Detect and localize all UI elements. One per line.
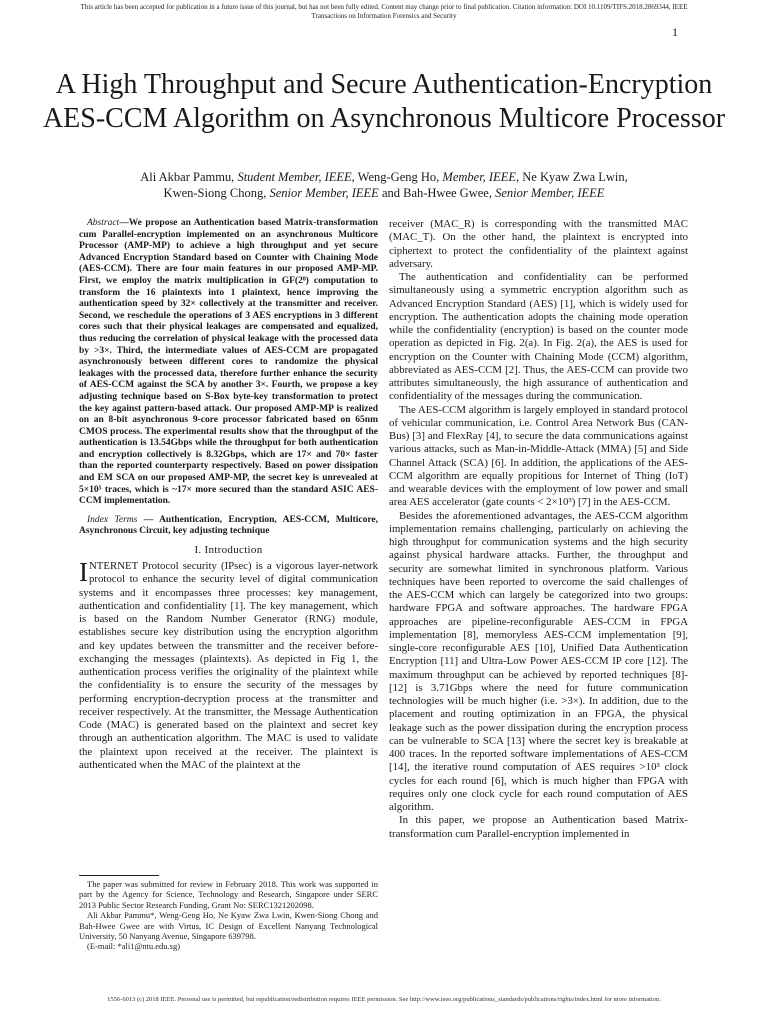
footnote-email: (E-mail: *ali1@ntu.edu.sg) <box>87 941 181 952</box>
author-membership: Member, IEEE <box>442 170 516 184</box>
body-paragraph: The authentication and confidentiality can be performed simultaneously using a symmetric encryption algorithm such as Advanced Encryption Standard (AES) [1], which is widely used for encryption. The authentication adopts the chaining mode operation while the confidentiality (encryption) is based on the counter mode operation as depicted in Fig. 2(a). In Fig. 2(a), the AES is used for encryption on the Counter with Chaining Mode (CCM) algorithm, abbreviated as AES-CCM [2]. Thus, the AES-CCM can provide two attributes simultaneously, the high assurance of authentication and confidentiality of the messages during the communication. <box>389 271 688 403</box>
abstract-lead: Abstract <box>87 218 120 228</box>
body-paragraph: receiver (MAC_R) is corresponding with the transmitted MAC (MAC_T). On the other hand, the plaintext is encrypted into ciphertext to protect the confidentiality of the plaintext against adversary. <box>389 218 688 270</box>
body-paragraph: Besides the aforementioned advantages, the AES-CCM algorithm implementation remains challenging, particularly on achieving the high throughput for communication systems and the high security against physical hardware attacks. Further, the throughput and security are somewhat limited in synchronous platform. Various techniques have been reported to overcome the said challenges of the AES-CCM which can largely be categorized into two groups: hardware FPGA and software approaches. The hardware FPGA approaches are pipeline-reconfigurable AES-CCM in FPGA implementation [8], memoryless AES-CCM implementation [9], single-core reconfigurable AES [10], Unified Data Authentication Encryption [11] and Ultra-Low Power AES-CCM IP core [12]. The maximum throughput can be achieved by reported techniques [8]-[12] is 3.71Gbps where the need for future communication technologies will be much higher (i.e. >3×). In addition, due to the placement and routing optimization in an FPGA, the physical leakage such as the power dissipation during the encryption process can be vulnerable to SCA [13] where the secret key is breakable at 400 traces. In the reported software implementations of AES-CCM [14], the iterative round computation of AES requires >10³ clock cycles for each round [6], which is much higher than FPGA with requires only one clock cycle for each round computation of AES algorithm. <box>389 509 688 813</box>
right-column <box>389 218 688 841</box>
author-membership: Senior Member, IEEE <box>495 186 605 200</box>
header-citation-line: This article has been accepted for publication in a future issue of this journal, but has not been fully edited. Content may change prior to final publication. Citation information: DOI 10.1109/TIFS.2018.2869344, IEEE <box>80 3 688 11</box>
author-name: Kwen-Siong Chong, <box>163 186 267 200</box>
index-terms <box>79 515 378 538</box>
header-journal-line: Transactions on Information Forensics and Security <box>311 12 457 20</box>
footnote-submission: The paper was submitted for review in February 2018. This work was supported in part by the Agency for Science, Technology and Research, Singapore under SERC 2013 Public Sector Research Funding, Grant No: SERC1321202098. <box>79 879 378 910</box>
body-paragraph: In this paper, we propose an Authentication based Matrix-transformation cum Parallel-encryption implemented in <box>389 814 688 840</box>
index-terms-text: — Authentication, Encryption, AES-CCM, Multicore, Asynchronous Circuit, key adjusting technique <box>79 514 379 537</box>
section-heading-introduction: I. Introduction <box>194 544 263 557</box>
body-paragraph: The AES-CCM algorithm is largely employed in standard protocol of vehicular communication, i.e. Control Area Network Bus (CAN-Bus) [3] and FlexRay [4], to secure the data communications against various attacks, such as Man-in-Middle-Attack (MMA) [5] and Side Channel Attack (SCA) [6]. In addition, the applications of the AES-CCM algorithm are equally propitious for Internet of Thing (IoT) and wearable devices with the employment of low power and small area AES accelerator (gate counts < 2×10³) [7] in the AES-CCM. <box>389 403 688 509</box>
author-name: Ali Akbar Pammu, <box>140 170 235 184</box>
left-column <box>79 218 378 772</box>
footnote-divider <box>79 875 159 876</box>
author-name: , Ne Kyaw Zwa Lwin, <box>516 170 628 184</box>
paper-title: A High Throughput and Secure Authentication-Encryption AES-CCM Algorithm on Asynchronous Multicore Processor <box>42 69 726 134</box>
footnote-affiliation: Ali Akbar Pammu*, Weng-Geng Ho, Ne Kyaw Zwa Lwin, Kwen-Siong Chong and Bah-Hwee Gwee are with Virtus, IC Design of Excellent Nanyang Technological University, 50 Nanyang Avenue, Singapore 639798. <box>79 910 378 942</box>
page-number: 1 <box>672 25 678 39</box>
copyright-footer: 1556-6013 (c) 2018 IEEE. Personal use is permitted, but republication/redistribution requires IEEE permission. See http://www.ieee.org/publications_standards/publications/rights/index.html for more information. <box>107 996 661 1003</box>
abstract-text: —We propose an Authentication based Matrix-transformation cum Parallel-encryption implemented on an asynchronous Multicore Processor (AMP-MP) to achieve a high throughput and yet secure Advanced Encryption Standard based on Counter with Chaining Mode (AES-CCM). There are four main features in our proposed AMP-MP. First, we employ the matrix multiplication in GF(2⁸) computation to transform the 16 plaintexts into 1 plaintext, hence improving the authentication speed by 32× collectively at the transmitter and receiver. Second, we reschedule the operations of 3 AES encryptions in 3 different cores such that their physical leakages are compensated and equalized, thus reducing the correlation of physical leakage with the processed data by >3×. Third, the intermediate values of AES-CCM are propagated asynchronously between different cores to randomize the physical leakages with the processed data, therefore further enhance the security of AES-CCM against the SCA by another 3×. Fourth, we propose a key adjusting technique based on S-Box byte-key transformation to protect the key against pattern-based attack. Our proposed AMP-MP is realized on an 8-bit asynchronous 9-core processor fabricated based on 65nm CMOS process. The experimental results show that the throughput of the authentication is 13.54Gbps while the throughput for both authentication and encryption collectively is 8.32Gbps, which are 17× and 70× faster than the reported counterparty respectively. Based on power dissipation and EM SCA on our proposed AMP-MP, the secret key is unrevealed at 5×10⁵ traces, which is ~17× more secured than the standard ASIC AES-CCM implementation. <box>79 218 378 507</box>
journal-header <box>20 3 748 21</box>
author-membership: Student Member, IEEE <box>237 170 352 184</box>
footnotes <box>79 875 378 952</box>
index-terms-lead: Index Terms <box>87 514 138 525</box>
author-list <box>60 169 708 201</box>
author-membership: Senior Member, IEEE <box>269 186 379 200</box>
intro-paragraph-text: NTERNET Protocol security (IPsec) is a vigorous layer-network protocol to enhance the security level of digital communication systems and it encompasses three processes: key management, authentication and confidentiality [1]. The key management, which is based on the Random Number Generator (RNG) module, establishes secure key distribution using the encryption algorithm and key updates between the transmitter and the receiver before-exchanging the messages (plaintexts). As depicted in Fig 1, the authentication process verifies the originality of the plaintext while the confidentiality is to ensure the security of the messages by performing encryption-decryption process at the transmitter and receiver respectively. At the transmitter, the Message Authentication Code (MAC) is generated based on the plaintext and secret key through an authentication algorithm. The MAC is used to validate the plaintext upon received at the receiver. The plaintext is authenticated when the MAC of the plaintext at the <box>79 560 378 771</box>
intro-paragraph <box>79 557 378 772</box>
drop-cap: I <box>79 557 88 588</box>
abstract <box>79 218 378 508</box>
author-name: and Bah-Hwee Gwee, <box>381 186 492 200</box>
author-name: , Weng-Geng Ho, <box>351 170 440 184</box>
